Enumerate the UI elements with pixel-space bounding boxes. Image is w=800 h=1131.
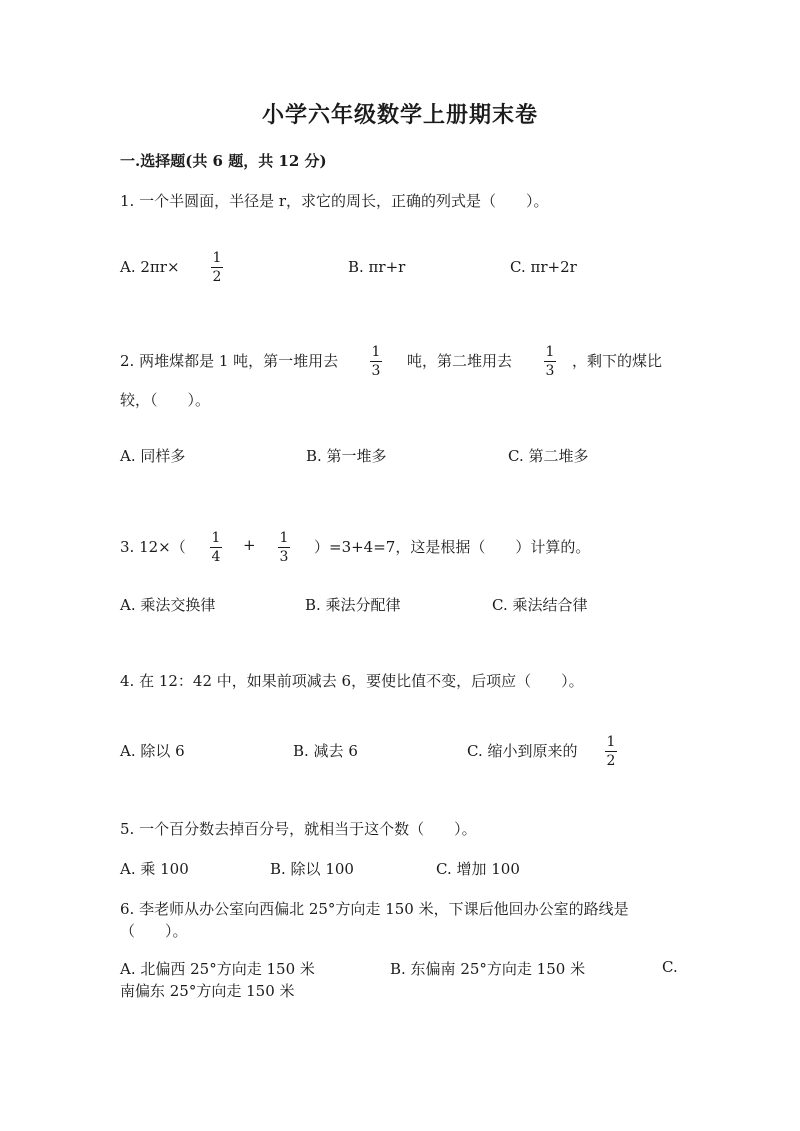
question-1-option-a: A. 2πr×	[120, 258, 180, 276]
fraction-denominator: 3	[371, 363, 381, 379]
question-3-fraction-2	[277, 529, 291, 566]
question-3-fraction-1	[209, 529, 223, 566]
question-1-option-b: B. πr+r	[348, 258, 406, 276]
question-6-option-b: B. 东偏南 25°方向走 150 米	[390, 960, 586, 978]
question-3-option-a: A. 乘法交换律	[120, 596, 216, 614]
question-2-fraction-1	[369, 343, 383, 380]
question-1-option-a-fraction	[210, 249, 224, 286]
fraction-numerator: 1	[545, 344, 555, 360]
fraction-numerator: 1	[211, 530, 221, 546]
question-6-text-line2: （ ）。	[120, 922, 188, 940]
fraction-numerator: 1	[371, 344, 381, 360]
fraction-denominator: 4	[211, 549, 221, 565]
question-5-option-a: A. 乘 100	[120, 860, 189, 878]
question-2-text-part2: 吨，第二堆用去	[407, 352, 513, 370]
question-5-option-b: B. 除以 100	[270, 860, 354, 878]
page-title: 小学六年级数学上册期末卷	[261, 102, 538, 128]
question-2-option-c: C. 第二堆多	[508, 447, 589, 465]
fraction-numerator: 1	[212, 250, 222, 266]
section-heading: 一.选择题(共 6 题，共 12 分)	[120, 152, 327, 170]
question-2-text-part1: 2. 两堆煤都是 1 吨，第一堆用去	[120, 352, 339, 370]
question-5-option-c: C. 增加 100	[436, 860, 520, 878]
question-3-text-part2: ）=3+4=7，这是根据（ ）计算的。	[314, 538, 591, 556]
fraction-denominator: 2	[212, 269, 222, 285]
question-1-text: 1. 一个半圆面，半径是 r，求它的周长，正确的列式是（ ）。	[120, 192, 549, 210]
question-6-text-line1: 6. 李老师从办公室向西偏北 25°方向走 150 米，下课后他回办公室的路线是	[120, 900, 629, 918]
question-2-fraction-2	[543, 343, 557, 380]
question-4-option-a: A. 除以 6	[120, 742, 185, 760]
question-4-option-c-fraction	[604, 733, 618, 770]
question-1-option-c: C. πr+2r	[510, 258, 577, 276]
question-3-plus-sign: +	[243, 536, 256, 554]
question-4-option-b: B. 减去 6	[293, 742, 358, 760]
question-2-text-part3: ，剩下的煤比	[572, 352, 663, 370]
fraction-denominator: 3	[279, 549, 289, 565]
question-6-option-c-label: C.	[662, 958, 678, 976]
fraction-denominator: 3	[545, 363, 555, 379]
question-6-option-c-text: 南偏东 25°方向走 150 米	[120, 982, 295, 1000]
fraction-numerator: 1	[279, 530, 289, 546]
question-3-option-b: B. 乘法分配律	[305, 596, 401, 614]
question-2-option-b: B. 第一堆多	[306, 447, 387, 465]
question-6-option-a: A. 北偏西 25°方向走 150 米	[120, 960, 315, 978]
fraction-denominator: 2	[606, 753, 616, 769]
question-2-option-a: A. 同样多	[120, 447, 186, 465]
question-4-option-c: C. 缩小到原来的	[467, 742, 578, 760]
question-4-text: 4. 在 12：42 中，如果前项减去 6，要使比值不变，后项应（ ）。	[120, 672, 584, 690]
question-3-text-part1: 3. 12×（	[120, 538, 186, 556]
question-3-option-c: C. 乘法结合律	[492, 596, 588, 614]
question-2-text-line2: 较，（ ）。	[120, 391, 211, 409]
fraction-numerator: 1	[606, 734, 616, 750]
question-5-text: 5. 一个百分数去掉百分号，就相当于这个数（ ）。	[120, 820, 477, 838]
